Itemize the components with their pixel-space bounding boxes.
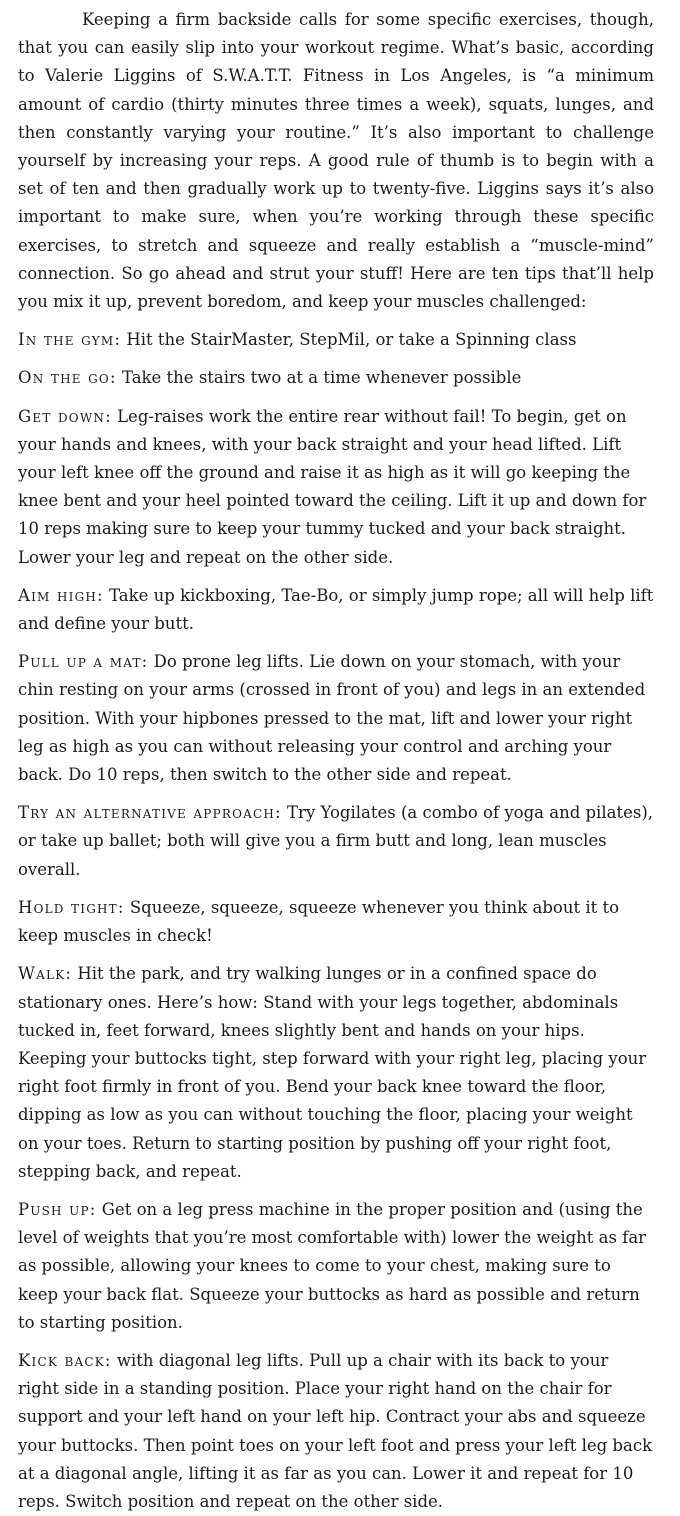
tip-heading: Try an alternative approach: (18, 803, 282, 823)
tip-heading: On the go: (18, 368, 117, 388)
tip-get-down (18, 403, 654, 572)
tip-text: with diagonal leg lifts. Pull up a chair with its back to your right side in a standing position. Place your right hand on the chair for support and your left hand on your left hip. Contract your abs and squeeze your buttocks. Then point toes on your left foot and press your left leg back at a diagonal angle, lifting it as far as you can. Lower it and repeat for 10 reps. Switch position and repeat on the other side. (18, 1350, 653, 1511)
tip-text: Do prone leg lifts. Lie down on your stomach, with your chin resting on your arms (crossed in front of you) and legs in an extended position. With your hipbones pressed to the mat, lift and lower your right leg as high as you can without releasing your control and arching your back. Do 10 reps, then switch to the other side and repeat. (18, 652, 646, 785)
tip-try-an-alternative-approach (18, 799, 654, 884)
tip-kick-back (18, 1347, 654, 1516)
tip-heading: Kick back: (18, 1350, 112, 1370)
tip-text: Hit the park, and try walking lunges or in a confined space do stationary ones. Here’s how: Stand with your legs together, abdominals tucked in, feet forward, knees slightly bent and hands on your hips. Keeping your buttocks tight, step forward with your right leg, placing your right foot firmly in front of you. Bend your back knee toward the floor, dipping as low as you can without touching the floor, placing your weight on your toes. Return to starting position by pushing off your right foot, stepping back, and repeat. (18, 964, 647, 1181)
tip-text: Hit the StairMaster, StepMil, or take a Spinning class (126, 330, 577, 350)
tip-text: Take up kickboxing, Tae-Bo, or simply jump rope; all will help lift and define your butt. (18, 585, 654, 634)
tip-heading: Push up: (18, 1199, 97, 1219)
tip-heading: Aim high: (18, 585, 104, 605)
tip-heading: Hold tight: (18, 897, 125, 917)
tip-aim-high (18, 582, 654, 638)
tip-pull-up-a-mat (18, 648, 654, 789)
tip-heading: In the gym: (18, 330, 122, 350)
tip-heading: Pull up a mat: (18, 652, 149, 672)
tip-hold-tight (18, 894, 654, 950)
tip-in-the-gym (18, 326, 654, 354)
tip-on-the-go (18, 364, 654, 392)
tip-text: Squeeze, squeeze, squeeze whenever you think about it to keep muscles in check! (18, 897, 620, 946)
tip-text: Take the stairs two at a time whenever possible (121, 368, 522, 388)
tip-text: Get on a leg press machine in the proper position and (using the level of weights that you’re most comfortable with) lower the weight as far as possible, allowing your knees to come to your chest, making sure to keep your back flat. Squeeze your buttocks as hard as possible and return to starting position. (18, 1199, 647, 1332)
tip-heading: Walk: (18, 964, 73, 984)
tip-heading: Get down: (18, 406, 112, 426)
tip-text: Leg-raises work the entire rear without fail! To begin, get on your hands and knees, with your back straight and your head lifted. Lift your left knee off the ground and raise it as high as it will go keeping the knee bent and your heel pointed toward the ceiling. Lift it up and down for 10 reps making sure to keep your tummy tucked and your back straight. Lower your leg and repeat on the other side. (18, 406, 647, 567)
tip-push-up (18, 1196, 654, 1337)
tip-walk (18, 960, 654, 1186)
tip-text: Try Yogilates (a combo of yoga and pilates), or take up ballet; both will give you a firm butt and long, lean muscles overall. (18, 803, 653, 879)
intro-paragraph: Keeping a firm backside calls for some specific exercises, though, that you can easily slip into your workout regime. What’s basic, according to Valerie Liggins of S.W.A.T.T. Fitness in Los Angeles, is “a minimum amount of cardio (thirty minutes three times a week), squats, lunges, and then constantly varying your routine.” It’s also important to challenge yourself by increasing your reps. A good rule of thumb is to begin with a set of ten and then gradually work up to twenty-five. Liggins says it’s also important to make sure, when you’re working through these specific exercises, to stretch and squeeze and really establish a “muscle-mind” connection. So go ahead and strut your stuff! Here are ten tips that’ll help you mix it up, prevent boredom, and keep your muscles challenged: (18, 10, 654, 312)
